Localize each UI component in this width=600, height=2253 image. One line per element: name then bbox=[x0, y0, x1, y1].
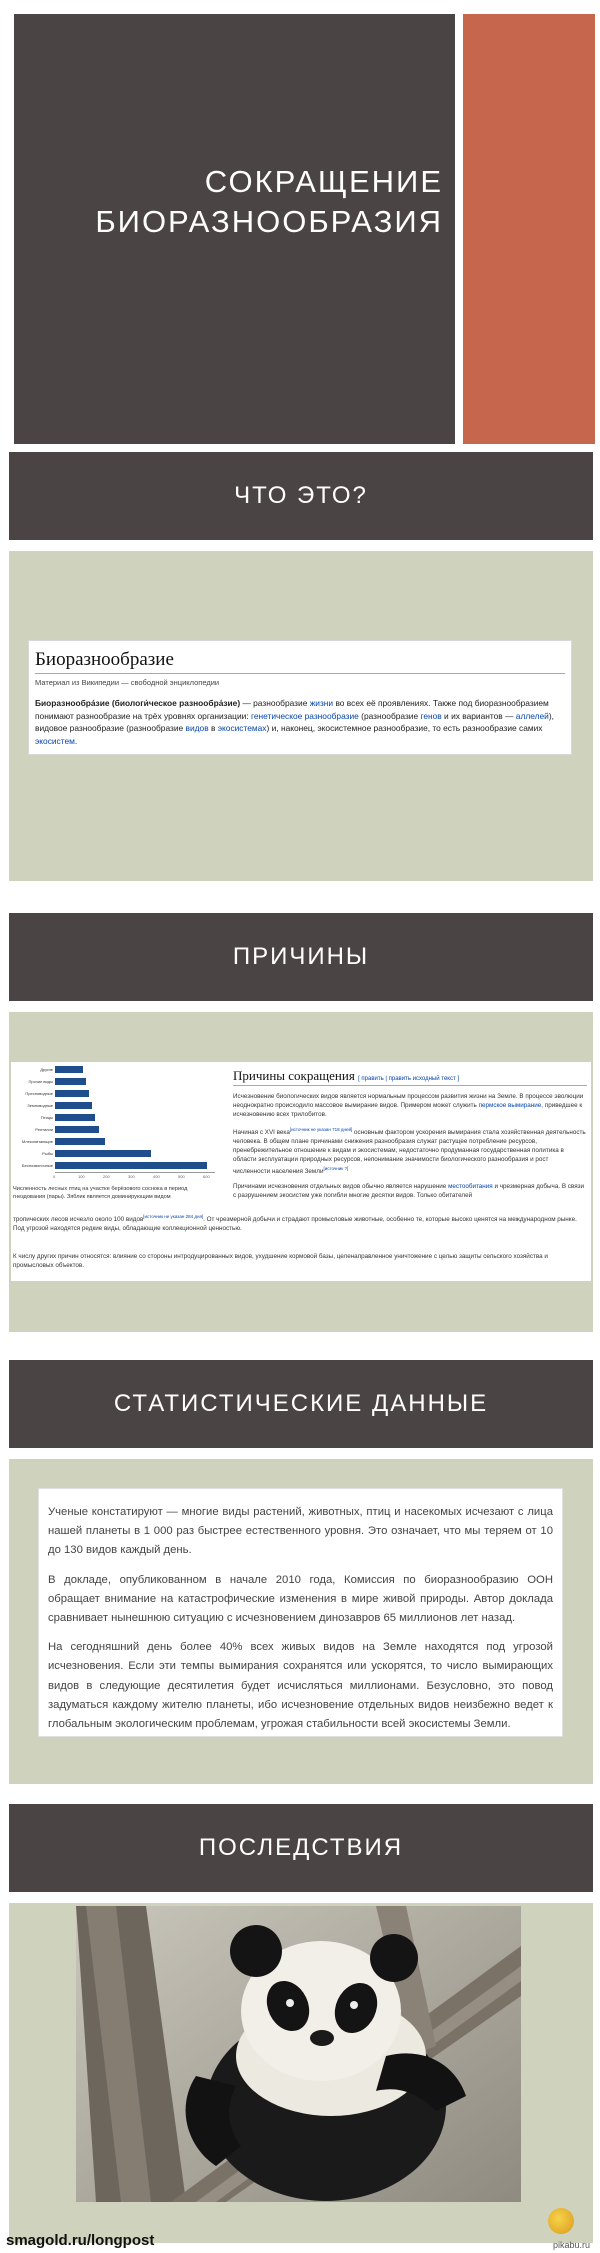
wiki-text: в bbox=[208, 723, 218, 733]
statistics-card bbox=[38, 1488, 563, 1737]
bar-label: Прочие виды bbox=[28, 1079, 53, 1084]
wikipedia-excerpt bbox=[28, 640, 572, 755]
chart-caption: Численность лесных птиц на участке берёзового соснока в период гнездования (пары). Зяблик является доминирующим видом bbox=[13, 1186, 188, 1200]
bar-label: Птицы bbox=[40, 1115, 53, 1120]
bar-label: Земноводные bbox=[27, 1103, 53, 1108]
citation-needed[interactable]: [источник не указан 718 дней] bbox=[289, 1127, 353, 1132]
wiki-source-note: Материал из Википедии — свободной энциклопедии bbox=[35, 678, 220, 687]
accent-panel bbox=[463, 14, 595, 444]
wiki-link-genetic[interactable]: генетическое разнообразие bbox=[250, 710, 359, 721]
causes-paragraph-3 bbox=[233, 1182, 587, 1200]
wiki-text: ), видовое разнообразие (разнообразие bbox=[35, 710, 554, 733]
text: Исчезновение биологических видов является нормальным процессом развития жизни на Земле. В процессе эволюции неоднократно происходило массовое вымирание видов. Примером может служить bbox=[233, 1093, 584, 1109]
wiki-text: и их вариантов — bbox=[441, 710, 516, 721]
bar bbox=[55, 1102, 92, 1109]
causes-text-column bbox=[233, 1068, 587, 1200]
bar-label: Рептилии bbox=[35, 1127, 53, 1132]
text: основным фактором ускорения вымирания стала хозяйственная деятельность человека. В общем плане причинами снижения разнообразия служат растущее потребление ресурсов, пренебрежительное отношение к видам и экосистемам, недостаточно продуманная государственная политика в области эксплуатации природных ресурсов, непонимание значимости биологического разнообразия и рост численности населения Земли bbox=[233, 1129, 586, 1176]
wiki-text: во всех её проявлениях. Также под биоразнообразием понимают разнообразие на трёх уровнях организации: bbox=[35, 698, 549, 721]
wiki-link-alleles[interactable]: аллелей bbox=[515, 710, 549, 721]
wiki-link-species[interactable]: видов bbox=[185, 723, 209, 733]
title-line-1: СОКРАЩЕНИЕ bbox=[204, 164, 443, 199]
heading-text: ПРИЧИНЫ bbox=[232, 943, 370, 970]
bar bbox=[55, 1090, 89, 1097]
footer-source[interactable]: smagold.ru/longpost bbox=[6, 2232, 155, 2249]
wiki-link-life[interactable]: жизни bbox=[309, 698, 334, 708]
bar-label: Пресноводные bbox=[25, 1091, 53, 1096]
statistics-paragraph-3: На сегодняшний день более 40% всех живых видов на Земле находятся под угрозой исчезновения. Если эти темпы вымирания сохранятся или ускорятся, то число вымирающих видов в следующие десятилетия будет исчисляться миллионами. Безусловно, это повод задуматься каждому жителю планеты, ибо исчезновение отдельных видов неизбежно ведет к глобальным экологическим проблемам, угрожая стабильности всей экосистемы Земли. bbox=[48, 1641, 553, 1731]
heading-text: СТАТИСТИЧЕСКИЕ ДАННЫЕ bbox=[113, 1390, 489, 1417]
chart-axis bbox=[55, 1172, 215, 1173]
causes-paragraph-4 bbox=[13, 1212, 585, 1233]
link-permian-extinction[interactable]: пермское вымирание bbox=[478, 1102, 542, 1109]
tick-label: 400 bbox=[153, 1174, 160, 1179]
wiki-text: ) и, наконец, экосистемное разнообразие, то есть разнообразие самих bbox=[266, 723, 543, 733]
tick-label: 600 bbox=[203, 1174, 210, 1179]
bar bbox=[55, 1162, 207, 1169]
causes-paragraph-5: К числу других причин относятся: влияние со стороны интродуцированных видов, ухудшение кормовой базы, целенаправленное уничтожение с целью защиты сельского хозяйства и промысловых объектов. bbox=[13, 1253, 548, 1269]
heading-text: ЧТО ЭТО? bbox=[234, 482, 368, 509]
bar-label: Рыбы bbox=[42, 1151, 53, 1156]
wiki-term: Биоразнообра́зие (биологи́ческое разнообра́зие) bbox=[35, 698, 241, 708]
wiki-link-genes[interactable]: генов bbox=[420, 710, 442, 721]
bar bbox=[55, 1150, 151, 1157]
slide-heading-what-is-it bbox=[9, 452, 593, 540]
tick-label: 100 bbox=[78, 1174, 85, 1179]
tick-label: 200 bbox=[103, 1174, 110, 1179]
title-slide-heading bbox=[23, 162, 443, 242]
bar-label: Другие bbox=[40, 1067, 53, 1072]
pikabu-logo-icon bbox=[548, 2208, 574, 2234]
statistics-paragraph-2: В докладе, опубликованном в начале 2010 года, Комиссия по биоразнообразию ООН обращает внимание на катастрофические изменения в мире живой природы. Автор доклада сравнивает нынешнюю ситуацию с исчезновением динозавров 65 миллионов лет назад. bbox=[48, 1573, 553, 1625]
bar bbox=[55, 1078, 86, 1085]
wiki-text: . bbox=[74, 735, 78, 746]
tick-label: 0 bbox=[53, 1174, 56, 1179]
citation-needed[interactable]: [источник не указан 284 дня] bbox=[143, 1214, 204, 1219]
wiki-heading: Биоразнообразие bbox=[35, 649, 565, 674]
tick-label: 500 bbox=[178, 1174, 185, 1179]
bar bbox=[55, 1126, 99, 1133]
title-line-2: БИОРАЗНООБРАЗИЯ bbox=[95, 204, 443, 239]
causes-heading-text: Причины сокращения bbox=[233, 1068, 355, 1083]
wiki-text: — разнообразие bbox=[240, 698, 310, 708]
text: тропических лесов исчезло около 100 видов bbox=[13, 1216, 144, 1224]
citation-needed[interactable]: [источник ?] bbox=[323, 1166, 349, 1172]
causes-heading bbox=[233, 1068, 587, 1086]
bar bbox=[55, 1066, 83, 1073]
species-bar-chart bbox=[11, 1062, 226, 1184]
title-slide-panel bbox=[14, 14, 455, 444]
text: , приведшее к исчезновению всех трилобитов. bbox=[233, 1102, 583, 1118]
wiki-text: (разнообразие bbox=[358, 710, 421, 721]
heading-text: ПОСЛЕДСТВИЯ bbox=[198, 1834, 404, 1861]
wiki-link-ecosystems[interactable]: экосистемах bbox=[217, 723, 267, 733]
causes-paragraph-2 bbox=[233, 1125, 587, 1176]
causes-excerpt bbox=[11, 1062, 591, 1281]
text: Начиная с XVI века bbox=[233, 1129, 290, 1137]
panda-photo bbox=[76, 1906, 521, 2202]
wiki-link-ecosystem[interactable]: экосистем bbox=[35, 735, 75, 746]
text: и чрезмерная добыча. В связи с разрушением экосистем уже погибли многие десятки видов. Только обитателей bbox=[233, 1183, 585, 1200]
slide-heading-consequences bbox=[9, 1804, 593, 1892]
causes-paragraph-1 bbox=[233, 1092, 587, 1119]
statistics-paragraph-1: Ученые констатируют — многие виды растений, животных, птиц и насекомых исчезают с лица нашей планеты в 1 000 раз быстрее естественного уровня. Это означает, что мы теряем от 10 до 130 видов каждый день. bbox=[48, 1506, 553, 1557]
text: Причинами исчезновения отдельных видов обычно является нарушение bbox=[233, 1183, 449, 1191]
slide-heading-statistics bbox=[9, 1360, 593, 1448]
panda-illustration bbox=[76, 1906, 521, 2202]
tick-label: 300 bbox=[128, 1174, 135, 1179]
bar bbox=[55, 1114, 95, 1121]
link-habitat[interactable]: местообитания bbox=[448, 1183, 493, 1191]
pikabu-watermark: pikabu.ru bbox=[553, 2240, 591, 2250]
bar bbox=[55, 1138, 105, 1145]
text: . От чрезмерной добычи и страдают промысловые животные, особенно те, которые высоко ценятся на международном рынке. Под угрозой находятся редкие виды, обладающие коллекционной ценностью. bbox=[13, 1216, 577, 1233]
wiki-definition bbox=[35, 697, 565, 747]
bar-label: Млекопитающие bbox=[21, 1139, 53, 1144]
edit-links[interactable]: [ править | править исходный текст ] bbox=[358, 1076, 460, 1082]
bar-label: Беспозвоночные bbox=[21, 1163, 53, 1168]
slide-heading-causes bbox=[9, 913, 593, 1001]
